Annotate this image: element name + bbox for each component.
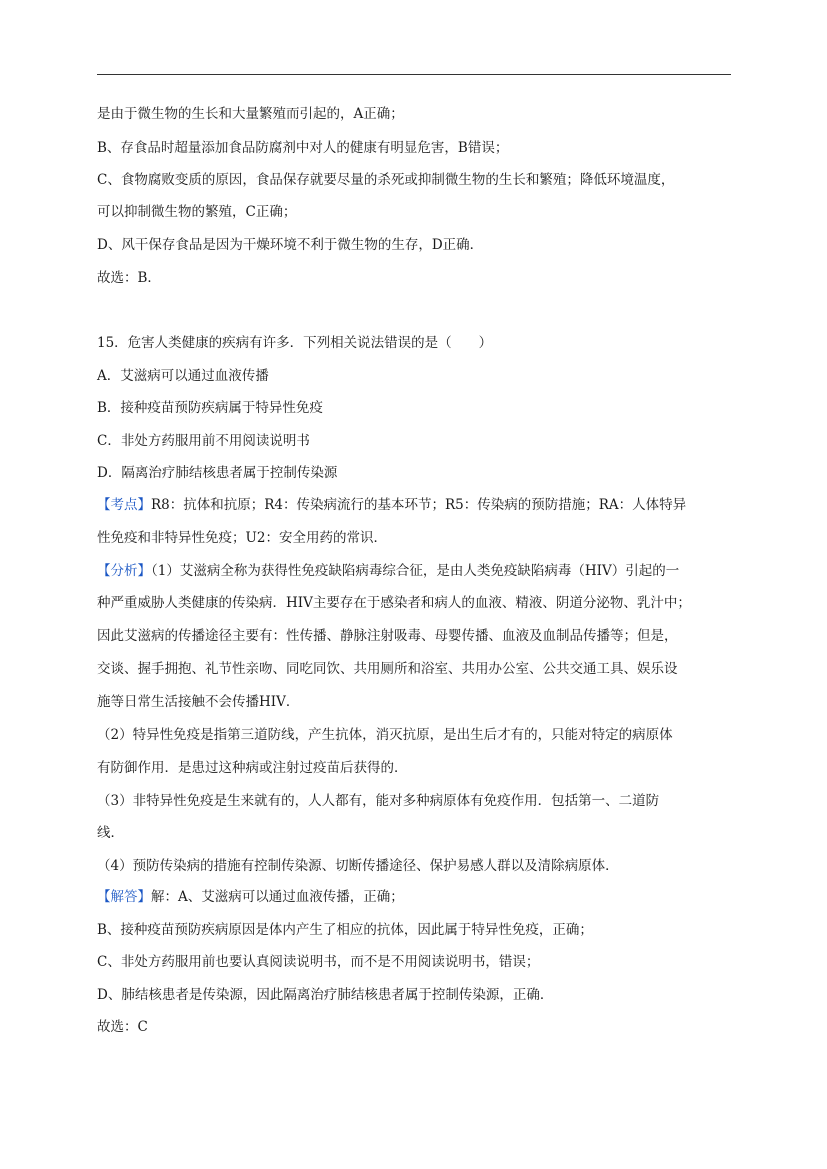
jieda-line: B、接种疫苗预防疾病原因是体内产生了相应的抗体，因此属于特异性免疫，正确； (97, 922, 593, 938)
fenxi-line: （2）特异性免疫是指第三道防线，产生抗体，消灭抗原，是出生后才有的，只能对特定的病原体 (97, 727, 673, 743)
fenxi-line: 种严重威胁人类健康的传染病．HIV主要存在于感染者和病人的血液、精液、阴道分泌物、乳汁中； (97, 595, 691, 611)
jieda-line (97, 887, 737, 907)
prev-answer-line: D、风干保存食品是因为干燥环境不利于微生物的生存，D正确． (97, 237, 484, 253)
fenxi-line: （4）预防传染病的措施有控制传染源、切断传播途径、保护易感人群以及清除病原体． (97, 858, 619, 874)
fenxi-line (97, 561, 737, 581)
jieda-text: 解：A、艾滋病可以通过血液传播，正确； (151, 889, 404, 905)
fenxi-line: 因此艾滋病的传播途径主要有：性传播、静脉注射吸毒、母婴传播、血液及血制品传播等；但是， (97, 628, 678, 644)
kaodian-tag: 【考点】 (97, 497, 151, 513)
option-b: B．接种疫苗预防疾病属于特异性免疫 (97, 400, 323, 416)
answer-choice: 故选：C (97, 1019, 148, 1035)
option-c: C．非处方药服用前不用阅读说明书 (97, 433, 310, 449)
jieda-line: C、非处方药服用前也要认真阅读说明书，而不是不用阅读说明书，错误； (97, 954, 540, 970)
fenxi-text: （1）艾滋病全称为获得性免疫缺陷病毒综合征，是由人类免疫缺陷病毒（HIV）引起的一 (151, 563, 680, 579)
kaodian-line: 性免疫和非特异性免疫；U2：安全用药的常识． (97, 530, 387, 546)
kaodian-line (97, 495, 737, 515)
fenxi-line: 线． (97, 825, 124, 841)
fenxi-line: 有防御作用．是患过这种病或注射过疫苗后获得的． (97, 760, 408, 776)
jieda-line: D、肺结核患者是传染源，因此隔离治疗肺结核患者属于控制传染源，正确． (97, 987, 554, 1003)
header-rule (97, 74, 731, 75)
prev-answer-line: C、食物腐败变质的原因，食品保存就要尽量的杀死或抑制微生物的生长和繁殖；降低环境温度， (97, 172, 675, 188)
option-d: D．隔离治疗肺结核患者属于控制传染源 (97, 465, 338, 481)
fenxi-line: （3）非特异性免疫是生来就有的，人人都有，能对多种病原体有免疫作用．包括第一、二道防 (97, 793, 660, 809)
prev-answer-line: 可以抑制微生物的繁殖，C正确； (97, 204, 297, 220)
fenxi-line: 施等日常生活接触不会传播HIV． (97, 694, 300, 710)
question-stem: 15．危害人类健康的疾病有许多．下列相关说法错误的是（ ） (97, 335, 493, 351)
jieda-tag: 【解答】 (97, 889, 151, 905)
fenxi-tag: 【分析】 (97, 563, 151, 579)
option-a: A．艾滋病可以通过血液传播 (97, 368, 269, 384)
prev-answer-choice: 故选：B． (97, 270, 161, 286)
kaodian-text: R8：抗体和抗原；R4：传染病流行的基本环节；R5：传染病的预防措施；RA：人体特异 (151, 497, 687, 513)
prev-answer-line: 是由于微生物的生长和大量繁殖而引起的，A正确； (97, 106, 404, 122)
prev-answer-line: B、存食品时超量添加食品防腐剂中对人的健康有明显危害，B错误； (97, 140, 509, 156)
fenxi-line: 交谈、握手拥抱、礼节性亲吻、同吃同饮、共用厕所和浴室、共用办公室、公共交通工具、娱乐设 (97, 661, 678, 677)
